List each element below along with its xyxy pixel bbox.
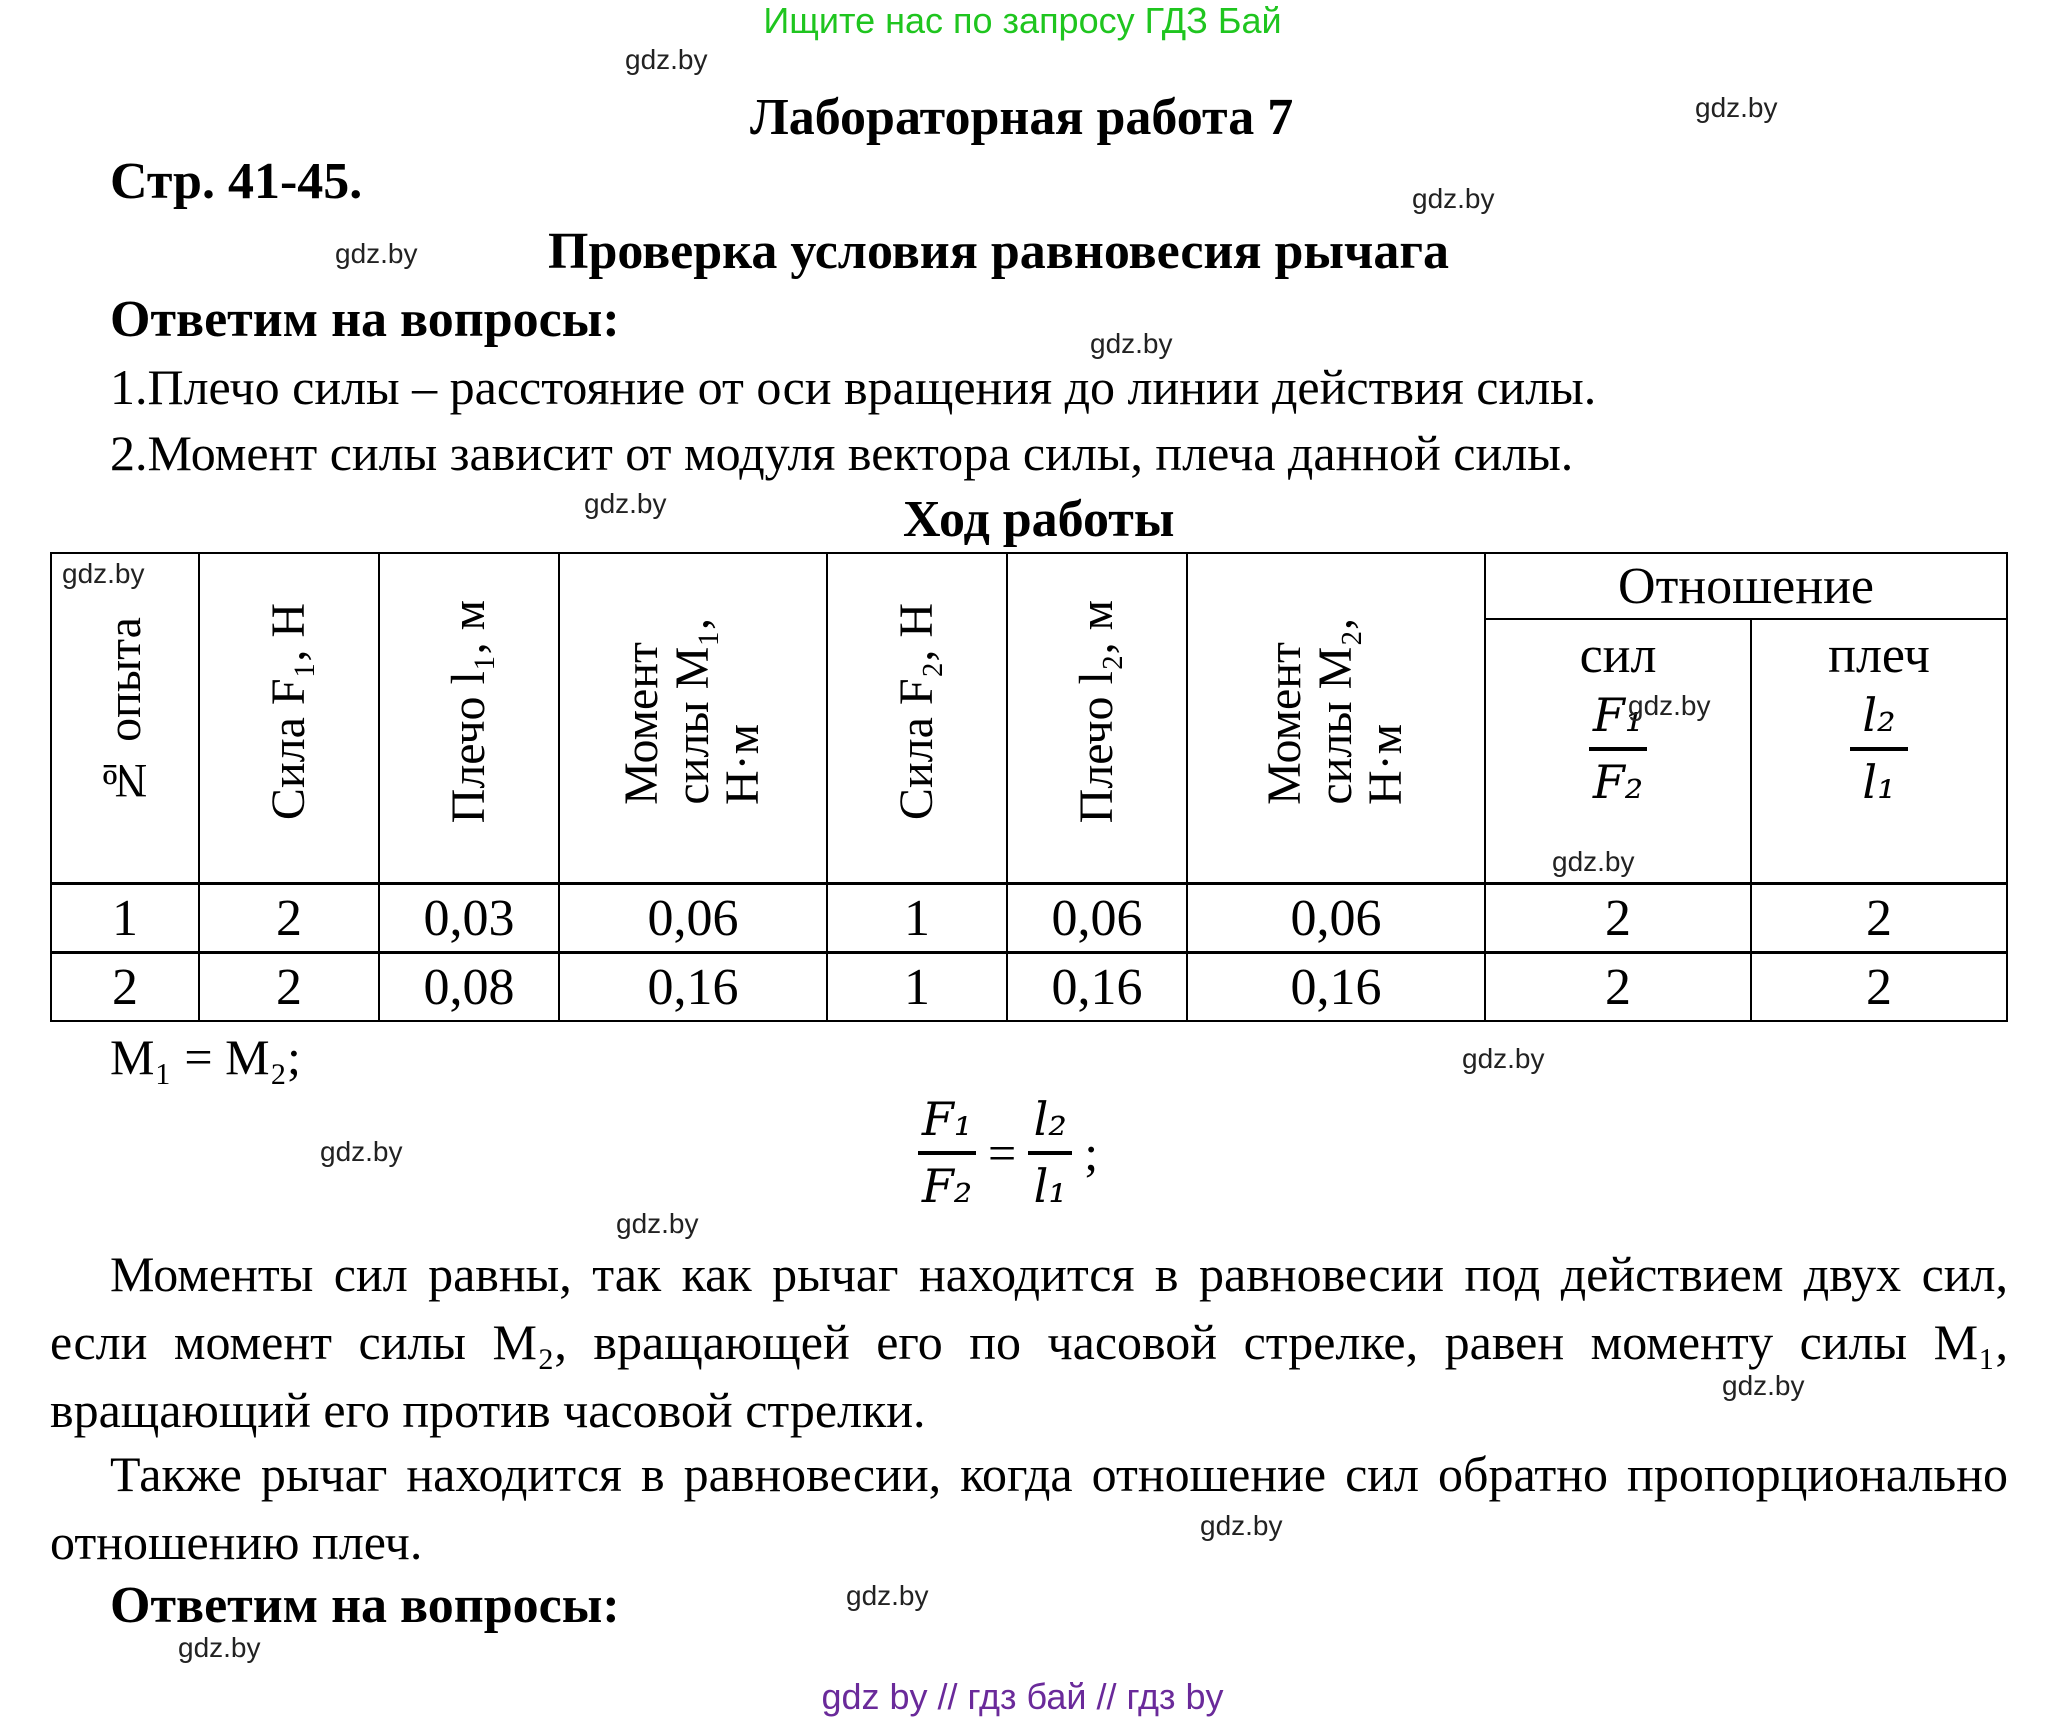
watermark: gdz.by xyxy=(1462,1043,1545,1074)
table-row: 2 2 0,08 0,16 1 0,16 0,16 2 2 xyxy=(51,953,2007,1022)
forces-fraction: $\frac{\text{F₁}}{\text{F₂}}$ xyxy=(1589,690,1647,807)
page-range: Стр. 41-45. xyxy=(110,153,363,210)
lab-subtitle: Проверка условия равновесия рычага xyxy=(548,223,1449,280)
watermark: gdz.by xyxy=(335,238,418,269)
search-banner: Ищите нас по запросу ГДЗ Бай xyxy=(763,0,1282,41)
table-row: 1 2 0,03 0,06 1 0,06 0,06 2 2 xyxy=(51,884,2007,953)
results-table xyxy=(50,552,2008,1022)
watermark: gdz.by xyxy=(1412,183,1495,214)
watermark: gdz.by xyxy=(846,1580,929,1611)
header-arm-1: Плечо l₁, м xyxy=(379,553,559,884)
watermark: gdz.by xyxy=(1628,690,1711,721)
header-moment-1: Моментсилы M₁,Н·м xyxy=(559,553,827,884)
header-force-2: Сила F₂, Н xyxy=(827,553,1007,884)
watermark: gdz.by xyxy=(1695,92,1778,123)
answer-2: 2.Момент силы зависит от модуля вектора силы, плеча данной силы. xyxy=(110,425,1574,481)
conclusion-paragraph-2: Также рычаг находится в равновесии, когда отношение сил обратно пропорционально отношению плеч. xyxy=(50,1446,2008,1570)
answer-1: 1.Плечо силы – расстояние от оси вращения до линии действия силы. xyxy=(110,359,1597,415)
watermark: gdz.by xyxy=(1200,1510,1283,1541)
watermark: gdz.by xyxy=(616,1208,699,1239)
arms-fraction: $\frac{\text{l₂}}{\text{l₁}}$ xyxy=(1850,690,1908,807)
conclusion-paragraph-1: Моменты сил равны, так как рычаг находится в равновесии под действием двух сил, если момент силы M₂, вращающей его по часовой стрелке, равен моменту силы M₁, вращающий его против часовой стрелки. xyxy=(50,1246,2008,1438)
ratio-equation: $\frac{\text{F₁}}{\text{F₂}}$ = $\frac{\text{l₂}}{\text{l₁}}$ ; xyxy=(918,1094,1098,1211)
header-arm-2: Плечо l₂, м xyxy=(1007,553,1187,884)
header-moment-2: Моментсилы M₂,Н·м xyxy=(1187,553,1485,884)
watermark: gdz.by xyxy=(625,44,708,75)
watermark: gdz.by xyxy=(178,1632,261,1663)
header-ratio-arms: плеч $\frac{\text{l₂}}{\text{l₁}}$ xyxy=(1751,619,2007,884)
watermark: gdz.by xyxy=(62,558,145,589)
header-ratio-forces: сил $\frac{\text{F₁}}{\text{F₂}}$ gdz.by gdz.by xyxy=(1485,619,1751,884)
header-experiment-number: gdz.by № опыта xyxy=(51,553,199,884)
watermark: gdz.by xyxy=(1090,328,1173,359)
header-ratio: Отношение xyxy=(1485,553,2007,619)
watermark: gdz.by xyxy=(1552,846,1635,877)
page-title: Лабораторная работа 7 xyxy=(750,89,1294,146)
watermark: gdz.by xyxy=(1722,1370,1805,1401)
questions-heading-2: Ответим на вопросы: xyxy=(110,1577,620,1634)
header-force-1: Сила F₁, Н xyxy=(199,553,379,884)
watermark: gdz.by xyxy=(584,488,667,519)
questions-heading: Ответим на вопросы: xyxy=(110,291,620,348)
moment-equality: M₁ = M₂; xyxy=(110,1029,301,1085)
procedure-heading: Ход работы xyxy=(903,491,1175,548)
footer-links: gdz by // гдз бай // гдз by xyxy=(821,1676,1224,1717)
watermark: gdz.by xyxy=(320,1136,403,1167)
